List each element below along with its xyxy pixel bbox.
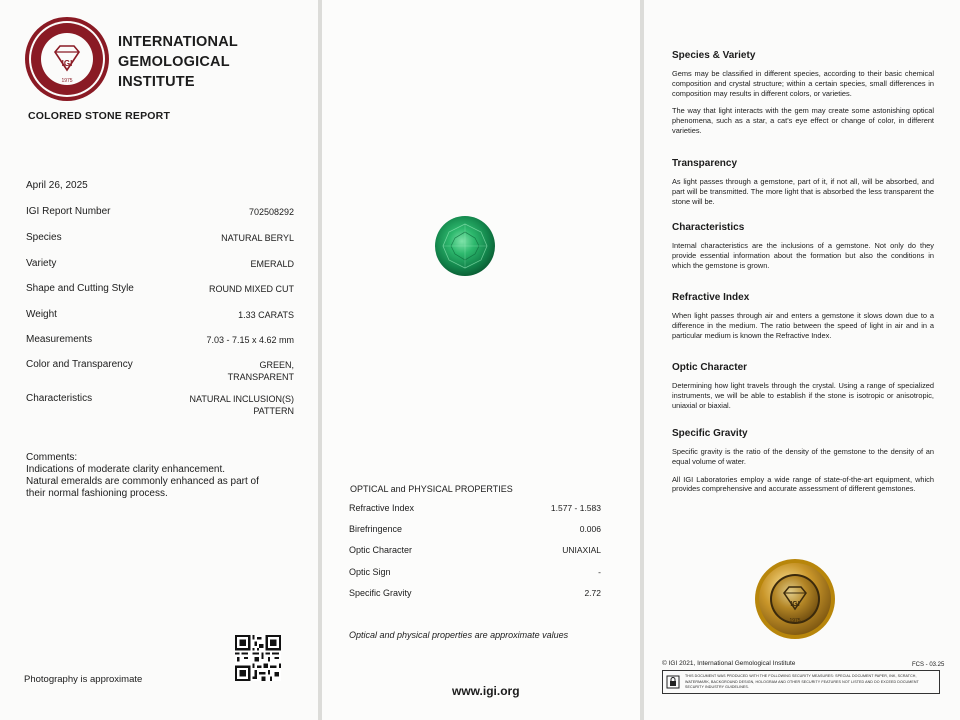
report-panel-right xyxy=(644,0,960,720)
section-heading: Optic Character xyxy=(672,362,748,373)
seal-monogram: IGI xyxy=(790,601,800,608)
section-heading: Specific Gravity xyxy=(672,428,748,439)
section-heading: Transparency xyxy=(672,158,738,169)
form-code: FCS - 03.25 xyxy=(912,662,945,668)
emerald-photo xyxy=(433,214,497,278)
glossary-transparency: Transparency As light passes through a gemstone, part of it, if not all, will be absorbed, and part will be transmitted. The more light that is absorbed the less transparent the stone will be. xyxy=(672,158,934,206)
section-heading: Species & Variety xyxy=(672,50,756,61)
qr-code-icon[interactable] xyxy=(235,635,281,681)
gold-hologram-seal-icon xyxy=(754,558,836,640)
optical-note: Optical and physical properties are approximate values xyxy=(349,630,569,640)
photography-note: Photography is approximate xyxy=(24,674,143,685)
report-panel-left: IGI 1975 INTERNATIONAL GEMOLOGICAL INSTITUTE COLORED STONE REPORT April 26, 2025 IGI Report Number 702508292 Species NATURAL BERYL Variety EMERALD Shape and Cutting Style ROUND MIXED CUT Weight 1.33 CARATS Measurements 7.03 - 7.15 x 4.62 mm Color and Transparency GREEN, TRANSPARENT Characteristics NATURAL INCLUSION(S) PATTERN Comments: Indications of moderate clarity enhancement. Natural emeralds are commonly enhanced as part of their normal fashioning process. Photography is approximate xyxy=(0,0,318,720)
security-notice xyxy=(662,670,940,694)
report-panel-middle: OPTICAL and PHYSICAL PROPERTIES Refractive Index 1.577 - 1.583 Birefringence 0.006 Optic Character UNIAXIAL Optic Sign - Specific Gravity 2.72 Optical and physical properties are approximate values www.igi.org xyxy=(322,0,640,720)
section-heading: Characteristics xyxy=(672,222,745,233)
report-title: COLORED STONE REPORT xyxy=(28,110,171,122)
seal-year: 1975 xyxy=(61,78,73,84)
section-heading: Refractive Index xyxy=(672,292,750,303)
comments: Comments: Indications of moderate clarity enhancement. Natural emeralds are commonly enhanced as part of their normal fashioning process. xyxy=(26,452,296,500)
glossary-characteristics: Characteristics Internal characteristics are the inclusions of a gemstone. Not only do they provide essential information about the formation but also the conditions in which the gemstone is grown. xyxy=(672,222,934,270)
seal-monogram: IGI xyxy=(61,59,73,68)
glossary-specific-gravity: Specific Gravity Specific gravity is the ratio of the density of the gemstone to the density of an equal volume of water. All IGI Laboratories employ a wide range of state-of-the-art equipment, which provides comprehensive and accurate assessment of different gemstones. xyxy=(672,428,934,494)
website-link[interactable]: www.igi.org xyxy=(452,684,520,698)
optical-properties-title: OPTICAL and PHYSICAL PROPERTIES xyxy=(350,484,513,494)
security-lock-icon xyxy=(666,675,680,689)
glossary-species-variety: Species & Variety Gems may be classified in different species, according to their basic chemical composition and crystal structure; within a certain species, small differences in composition may results in different colors, or varieties. The way that light interacts with the gem may create some astonishing optical phenomena, such as a star, a cat's eye effect or change of color, in different varieties. xyxy=(672,50,934,135)
copyright: © IGI 2021, International Gemological Institute xyxy=(662,660,796,667)
seal-year: 1975 xyxy=(789,618,801,624)
glossary-refractive-index: Refractive Index When light passes through air and enters a gemstone it slows down due to a difference in the medium. The ratio between the speed of light in air and in a particular medium is known the Refractive Index. xyxy=(672,292,934,340)
security-text: THIS DOCUMENT WAS PRODUCED WITH THE FOLLOWING SECURITY MEASURES: SPECIAL DOCUMENT PAPER, INK, SCRATCH, WATERMARK, BACKGROUND DESIGN, HOLOGRAM AND OTHER SECURITY FEATURES NOT LISTED AND DO EXCEED DOCUMENT SECURITY INDUSTRY GUIDELINES. xyxy=(685,674,919,689)
comments-label: Comments: xyxy=(26,452,78,463)
institute-name: INTERNATIONAL GEMOLOGICAL INSTITUTE xyxy=(118,34,238,90)
glossary-optic-character: Optic Character Determining how light travels through the crystal. Using a range of specialized instruments, we will be able to establish if the stone is isotropic or anisotropic, uniaxial or biaxial. xyxy=(672,362,934,410)
igi-seal-logo xyxy=(24,16,110,102)
